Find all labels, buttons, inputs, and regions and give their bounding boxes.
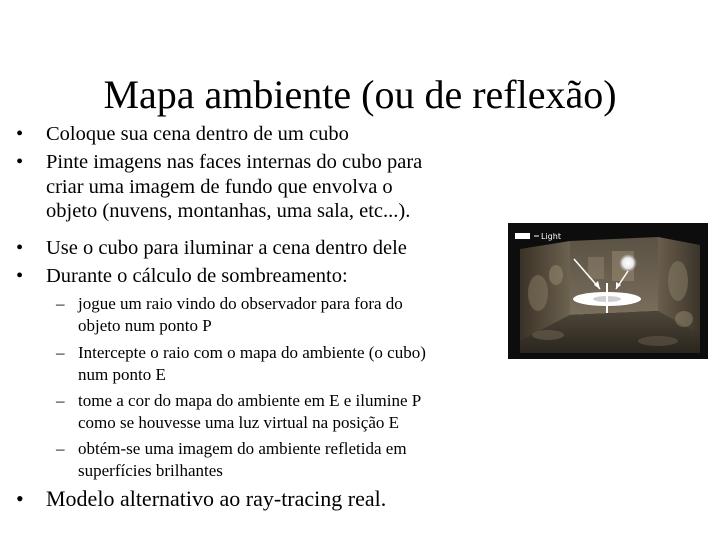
cube-room-illustration — [508, 223, 708, 359]
legend-swatch — [515, 233, 530, 239]
bullet-dot: • — [16, 123, 24, 145]
bullet-dot: • — [16, 151, 24, 173]
subbullet-line: Intercepte o raio com o mapa do ambiente (o cubo) — [78, 343, 426, 362]
bullet-1 — [16, 122, 349, 147]
bullet-3 — [16, 236, 407, 261]
subbullet-2 — [56, 342, 426, 386]
subbullet-4 — [56, 438, 407, 482]
subbullet-dash: – — [56, 391, 65, 410]
subbullet-line: jogue um raio vindo do observador para fora do — [78, 294, 403, 313]
subbullet-dash: – — [56, 343, 65, 362]
bullet-line: Pinte imagens nas faces internas do cubo para — [46, 151, 423, 173]
bullet-line: Coloque sua cena dentro de um cubo — [46, 123, 349, 145]
bullet-2 — [16, 150, 423, 224]
subbullet-line: superfícies brilhantes — [78, 461, 223, 480]
bullet-line: objeto (nuvens, montanhas, uma sala, etc...). — [46, 200, 411, 222]
light-source-icon — [619, 254, 637, 272]
environment-map-image — [508, 223, 708, 359]
subbullet-1 — [56, 293, 403, 337]
subbullet-dash: – — [56, 439, 65, 458]
bullet-line: Modelo alternativo ao ray-tracing real. — [46, 486, 387, 511]
subbullet-line: objeto num ponto P — [78, 316, 212, 335]
bullet-line: Durante o cálculo de sombreamento: — [46, 265, 348, 287]
bullet-dot: • — [16, 265, 24, 287]
subbullet-line: como se houvesse uma luz virtual na posição E — [78, 413, 400, 432]
bullet-line: criar uma imagem de fundo que envolva o — [46, 175, 393, 198]
bullet-dot: • — [16, 237, 24, 259]
subbullet-line: tome a cor do mapa do ambiente em E e ilumine P — [78, 391, 422, 410]
bullet-dot: • — [16, 486, 24, 511]
legend-label: Light — [541, 232, 561, 241]
subbullet-dash: – — [56, 294, 65, 313]
subbullet-line: obtém-se uma imagem do ambiente refletida em — [78, 439, 407, 458]
subbullet-line: num ponto E — [78, 365, 166, 384]
bullet-line: Use o cubo para iluminar a cena dentro dele — [46, 237, 407, 259]
bullet-final — [16, 486, 387, 512]
bullet-4 — [16, 264, 348, 289]
subbullet-3 — [56, 390, 422, 434]
slide-title: Mapa ambiente (ou de reflexão) — [103, 72, 617, 117]
